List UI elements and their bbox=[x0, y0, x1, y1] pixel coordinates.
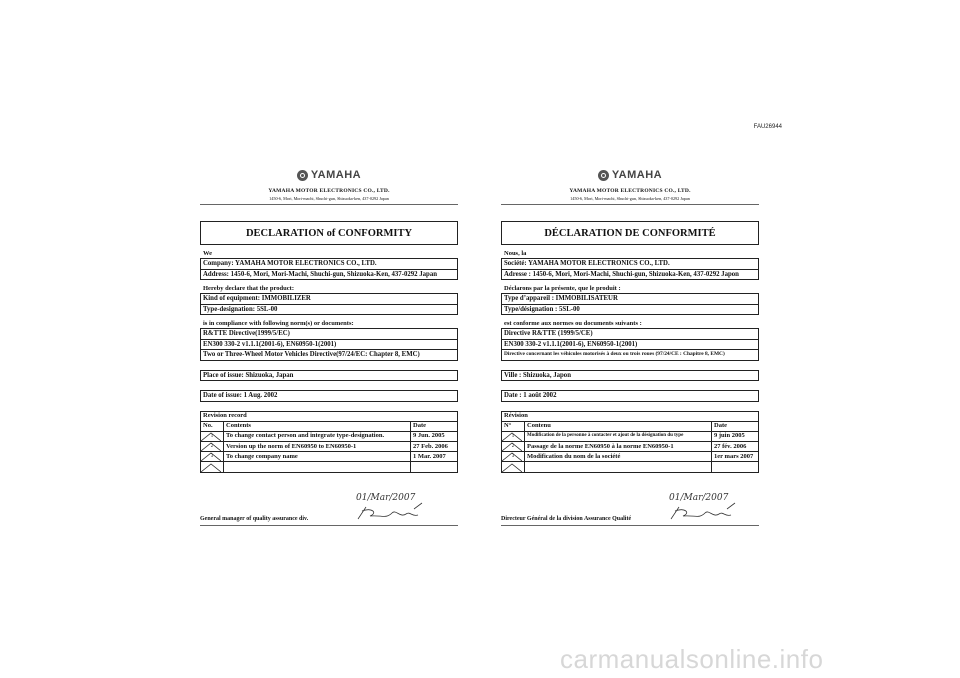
norm-row: EN300 330-2 v1.1.1(2001-6), EN60950-1(2001) bbox=[502, 340, 758, 351]
yamaha-logo bbox=[200, 168, 458, 182]
header-date: Date bbox=[411, 421, 458, 431]
table-row bbox=[201, 431, 458, 441]
revision-triangle-icon bbox=[502, 463, 524, 472]
divider bbox=[200, 204, 458, 205]
signer-title: Directeur Général de la division Assurance Qualité bbox=[501, 515, 632, 522]
page-code: FAU26944 bbox=[753, 124, 782, 130]
revision-title: Révision bbox=[502, 411, 759, 421]
type-row: Type/désignation : 5SL-00 bbox=[504, 305, 580, 313]
table-row bbox=[502, 431, 759, 441]
revision-date: 1 Mar. 2007 bbox=[411, 452, 458, 462]
revision-contents: To change contact person and integrate type-designation. bbox=[224, 431, 411, 441]
revision-triangle-icon bbox=[201, 452, 223, 461]
revision-number: 1 bbox=[511, 433, 515, 439]
revision-triangle-icon bbox=[201, 442, 223, 451]
logo-text: YAMAHA bbox=[611, 169, 663, 181]
product-box bbox=[200, 293, 458, 315]
letterhead-address: 1450-6, Mori, Mori-machi, Shuchi-gun, Shizuoka-ken, 437-0292 Japan bbox=[570, 196, 690, 201]
company-row: Company: YAMAHA MOTOR ELECTRONICS CO., LTD. bbox=[201, 259, 457, 270]
revision-triangle-icon bbox=[502, 452, 524, 461]
we-label: We bbox=[203, 250, 213, 257]
yamaha-logo bbox=[501, 168, 759, 182]
header-no: No. bbox=[201, 421, 224, 431]
table-row bbox=[502, 452, 759, 462]
revision-contents: Modification du nom de la société bbox=[525, 452, 712, 462]
revision-date bbox=[712, 462, 759, 472]
address-row: Adresse : 1450-6, Mori, Mori-Machi, Shuchi-gun, Shizuoka-Ken, 437-0292 Japon bbox=[504, 270, 739, 278]
revision-date: 9 juin 2005 bbox=[712, 431, 759, 441]
product-box bbox=[501, 293, 759, 315]
address-row: Address: 1450-6, Mori, Mori-Machi, Shuchi-gun, Shizuoka-Ken, 437-0292 Japan bbox=[203, 270, 438, 278]
we-label: Nous, la bbox=[504, 250, 527, 257]
declare-label: Hereby declare that the product: bbox=[203, 285, 294, 292]
revision-triangle-icon bbox=[201, 432, 223, 441]
tuning-fork-icon bbox=[598, 170, 609, 181]
revision-contents bbox=[224, 462, 411, 472]
table-row bbox=[201, 452, 458, 462]
handwritten-signature bbox=[665, 489, 755, 523]
revision-triangle-icon bbox=[502, 442, 524, 451]
sign-date: 01/Mar/2007 bbox=[669, 492, 729, 503]
revision-date: 27 fév. 2006 bbox=[712, 442, 759, 452]
revision-number: 2 bbox=[511, 444, 515, 450]
norm-row: Directive concernant les véhicules motorisés à deux ou trois roues (97/24/CE : Chapitre 8, EMC) bbox=[504, 351, 725, 357]
date-box bbox=[501, 390, 759, 402]
revision-triangle-icon bbox=[502, 432, 524, 441]
revision-number: 2 bbox=[210, 444, 214, 450]
table-row bbox=[201, 442, 458, 452]
declaration-french bbox=[501, 168, 759, 526]
handwritten-signature bbox=[352, 489, 442, 523]
revision-contents: Modification de la personne à contacter et ajout de la désignation du type bbox=[525, 431, 712, 441]
revision-date: 27 Feb. 2006 bbox=[411, 442, 458, 452]
declare-label: Déclarons par la présente, que le produit : bbox=[504, 285, 621, 292]
table-row bbox=[502, 442, 759, 452]
header-no: N° bbox=[502, 421, 525, 431]
table-row bbox=[502, 462, 759, 472]
signer-title: General manager of quality assurance div. bbox=[200, 515, 309, 522]
declaration-english bbox=[200, 168, 458, 526]
norm-label: est conforme aux normes ou documents suivants : bbox=[504, 320, 642, 327]
revision-date: 9 Jun. 2005 bbox=[411, 431, 458, 441]
norm-box bbox=[200, 328, 458, 361]
company-box bbox=[200, 258, 458, 280]
revision-date bbox=[411, 462, 458, 472]
header-date: Date bbox=[712, 421, 759, 431]
place-box bbox=[200, 370, 458, 382]
place-row: Ville : Shizuoka, Japon bbox=[504, 371, 571, 379]
table-row bbox=[201, 462, 458, 472]
place-box bbox=[501, 370, 759, 382]
norm-row: Directive R&TTE (1999/5/CE) bbox=[502, 329, 758, 340]
date-box bbox=[200, 390, 458, 402]
letterhead-company: YAMAHA MOTOR ELECTRONICS CO., LTD. bbox=[569, 188, 691, 194]
revision-number: 1 bbox=[210, 433, 214, 439]
company-row: Société: YAMAHA MOTOR ELECTRONICS CO., LTD. bbox=[502, 259, 758, 270]
revision-contents: Passage de la norme EN60950 à la norme EN60950-1 bbox=[525, 442, 712, 452]
sign-date: 01/Mar/2007 bbox=[356, 492, 416, 503]
date-row: Date of issue: 1 Aug. 2002 bbox=[203, 392, 278, 399]
revision-title: Revision record bbox=[201, 411, 458, 421]
date-row: Date : 1 août 2002 bbox=[504, 392, 557, 399]
revision-triangle-icon bbox=[201, 463, 223, 472]
norm-row: R&TTE Directive(1999/5/EC) bbox=[201, 329, 457, 340]
revision-table bbox=[200, 411, 458, 473]
divider bbox=[501, 204, 759, 205]
revision-contents bbox=[525, 462, 712, 472]
letterhead-address: 1450-6, Mori, Mori-machi, Shuchi-gun, Shizuoka-ken, 437-0292 Japan bbox=[269, 196, 389, 201]
equipment-row: Kind of equipment: IMMOBILIZER bbox=[201, 294, 457, 305]
revision-date: 1er mars 2007 bbox=[712, 452, 759, 462]
header-contents: Contenu bbox=[525, 421, 712, 431]
company-box bbox=[501, 258, 759, 280]
signature-line bbox=[501, 492, 759, 526]
document-title: DECLARATION of CONFORMITY bbox=[200, 221, 458, 245]
norm-row: Two or Three-Wheel Motor Vehicles Directive(97/24/EC: Chapter 8, EMC) bbox=[203, 351, 420, 358]
revision-number: 3 bbox=[511, 454, 515, 460]
logo-text: YAMAHA bbox=[310, 169, 362, 181]
letterhead-company: YAMAHA MOTOR ELECTRONICS CO., LTD. bbox=[268, 188, 390, 194]
norm-box bbox=[501, 328, 759, 361]
revision-table bbox=[501, 411, 759, 473]
norm-row: EN300 330-2 v1.1.1(2001-6), EN60950-1(2001) bbox=[201, 340, 457, 351]
revision-contents: Version up the norm of EN60950 to EN60950-1 bbox=[224, 442, 411, 452]
tuning-fork-icon bbox=[297, 170, 308, 181]
signature-line bbox=[200, 492, 458, 526]
type-row: Type-designation: 5SL-00 bbox=[203, 305, 278, 313]
revision-contents: To change company name bbox=[224, 452, 411, 462]
site-watermark: carmanualsonline.info bbox=[560, 644, 824, 674]
norm-label: is in compliance with following norm(s) or documents: bbox=[203, 320, 354, 327]
revision-number: 3 bbox=[210, 454, 214, 460]
equipment-row: Type d’appareil : IMMOBILISATEUR bbox=[502, 294, 758, 305]
place-row: Place of issue: Shizuoka, Japan bbox=[203, 371, 294, 379]
document-title: DÉCLARATION DE CONFORMITÉ bbox=[501, 221, 759, 245]
header-contents: Contents bbox=[224, 421, 411, 431]
